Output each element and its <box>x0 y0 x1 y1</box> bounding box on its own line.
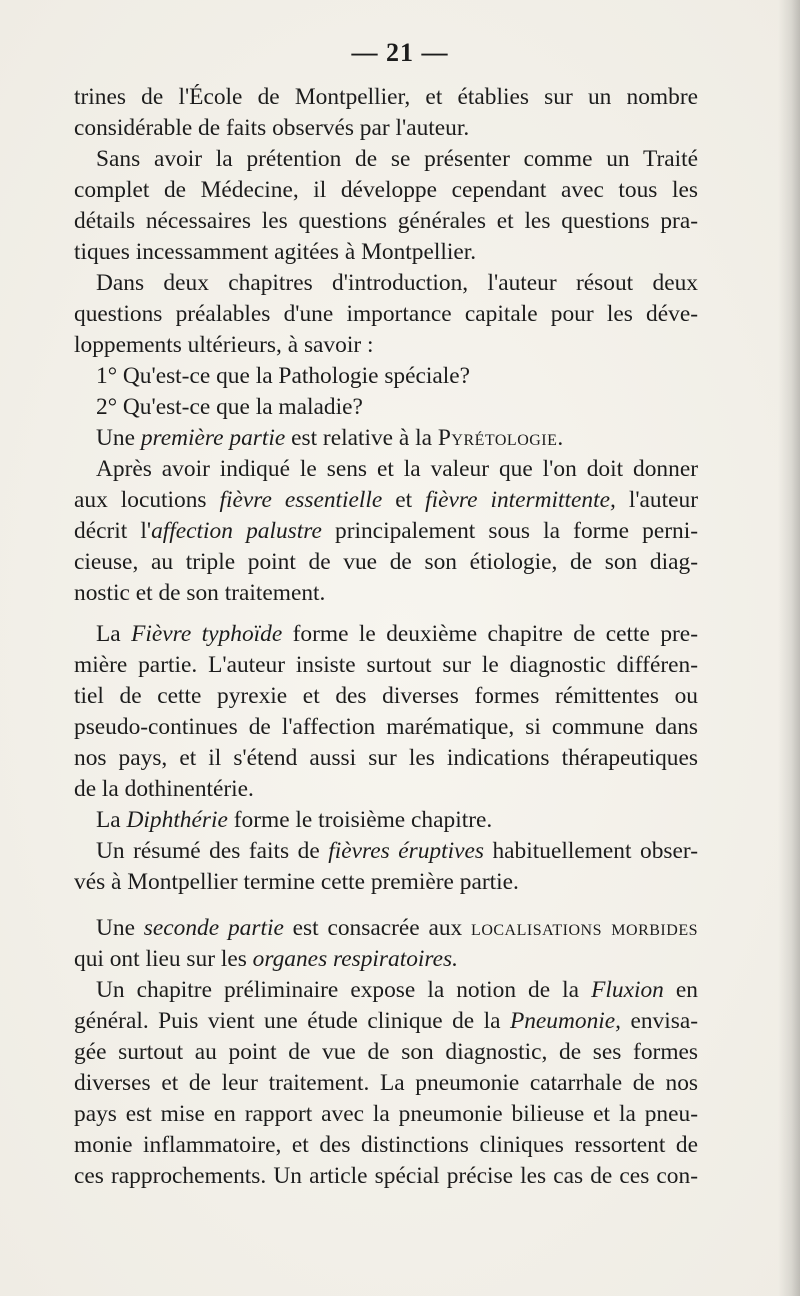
text-line: cieuse, au triple point de vue de son étiologie, de son diag- <box>74 549 698 575</box>
text-line: Un résumé des faits de fièvres éruptives habituellement obser- <box>96 838 698 864</box>
text-line: pays est mise en rapport avec la pneumonie bilieuse et la pneu- <box>74 1101 698 1127</box>
text-line: trines de l'École de Montpellier, et établies sur un nombre <box>74 84 698 110</box>
text-line: nostic et de son traitement. <box>74 580 326 606</box>
text-line: tiel de cette pyrexie et des diverses formes rémittentes ou <box>74 683 698 709</box>
text-line: pseudo-continues de l'affection marématique, si commune dans <box>74 714 698 740</box>
text-line: questions préalables d'une importance capitale pour les déve- <box>74 301 698 327</box>
text-line: nos pays, et il s'étend aussi sur les indications thérapeutiques <box>74 745 698 771</box>
text-line: Sans avoir la prétention de se présenter comme un Traité <box>96 146 698 172</box>
text-line: 1° Qu'est-ce que la Pathologie spéciale? <box>96 363 471 389</box>
text-line: qui ont lieu sur les organes respiratoires. <box>74 946 458 972</box>
page-edge-shadow <box>778 0 800 1296</box>
text-line: détails nécessaires les questions générales et les questions pra- <box>74 208 698 234</box>
text-line: 2° Qu'est-ce que la maladie? <box>96 394 363 420</box>
text-line: loppements ultérieurs, à savoir : <box>74 332 374 358</box>
text-line: mière partie. L'auteur insiste surtout sur le diagnostic différen- <box>74 652 698 678</box>
text-line: gée surtout au point de vue de son diagnostic, de ses formes <box>74 1039 698 1065</box>
text-line: La Diphthérie forme le troisième chapitre. <box>96 807 493 833</box>
text-line: Une seconde partie est consacrée aux localisations morbides <box>96 915 698 941</box>
text-line: La Fièvre typhoïde forme le deuxième chapitre de cette pre- <box>96 621 698 647</box>
text-line: monie inflammatoire, et des distinctions cliniques ressortent de <box>74 1132 698 1158</box>
text-line: considérable de faits observés par l'auteur. <box>74 115 470 141</box>
text-line: de la dothinentérie. <box>74 776 254 802</box>
text-line: Après avoir indiqué le sens et la valeur que l'on doit donner <box>96 456 698 482</box>
text-line: diverses et de leur traitement. La pneumonie catarrhale de nos <box>74 1070 698 1096</box>
text-line: général. Puis vient une étude clinique de la Pneumonie, envisa- <box>74 1008 698 1034</box>
text-line: tiques incessamment agitées à Montpellier. <box>74 239 477 265</box>
text-line: aux locutions fièvre essentielle et fièvre intermittente, l'auteur <box>74 487 698 513</box>
text-line: Un chapitre préliminaire expose la notion de la Fluxion en <box>96 977 698 1003</box>
text-line: complet de Médecine, il développe cependant avec tous les <box>74 177 698 203</box>
text-line: Une première partie est relative à la Pyrétologie. <box>96 425 564 451</box>
text-line: Dans deux chapitres d'introduction, l'auteur résout deux <box>96 270 698 296</box>
body-text <box>74 82 698 1192</box>
text-line: ces rapprochements. Un article spécial précise les cas de ces con- <box>74 1163 698 1189</box>
text-line: vés à Montpellier termine cette première partie. <box>74 869 519 895</box>
text-line: décrit l'affection palustre principalement sous la forme perni- <box>74 518 698 544</box>
page-number: — 21 — <box>351 38 449 67</box>
